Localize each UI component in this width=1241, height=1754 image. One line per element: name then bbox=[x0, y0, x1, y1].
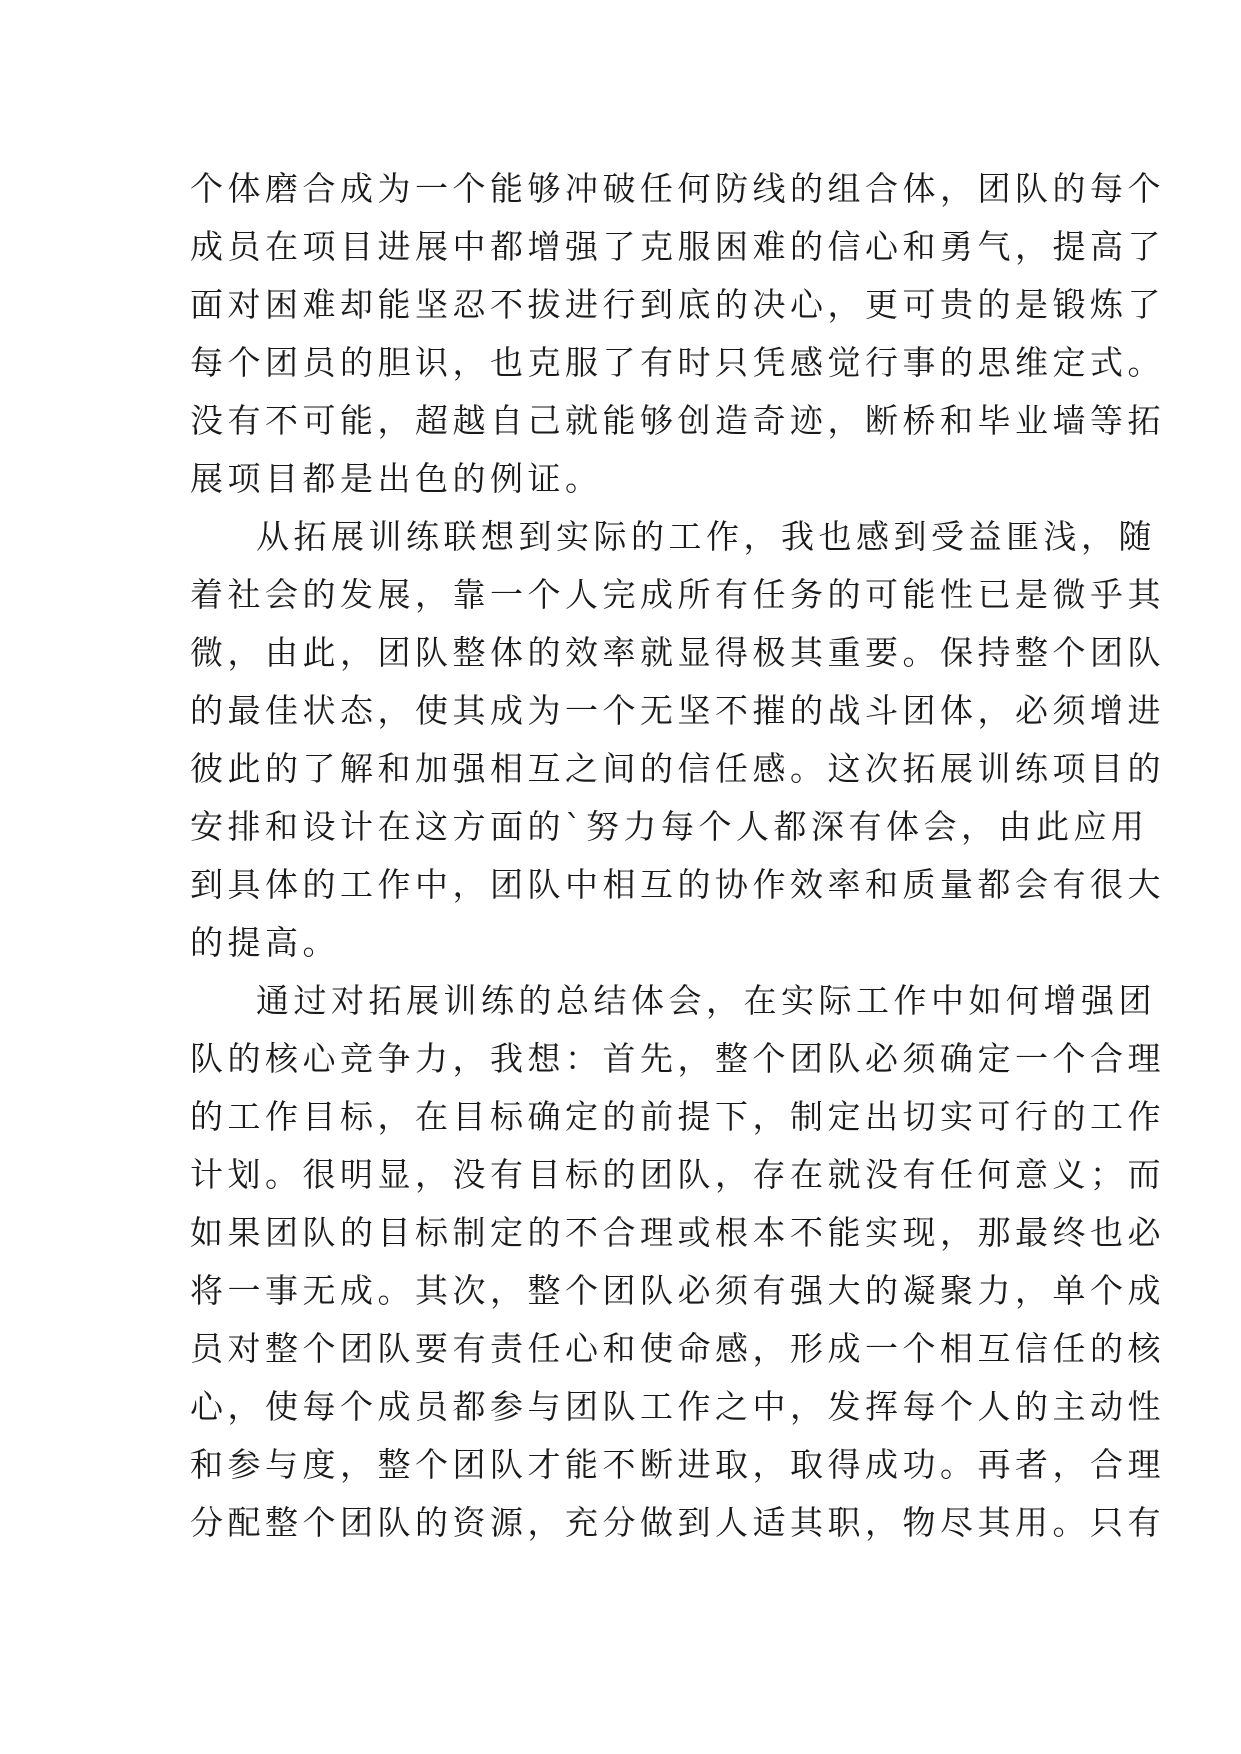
text-line: 安排和设计在这方面的`努力每个人都深有体会，由此应用 bbox=[190, 807, 1149, 846]
text-line: 到具体的工作中，团队中相互的协作效率和质量都会有很大 bbox=[190, 865, 1165, 904]
text-line: 微，由此，团队整体的效率就显得极其重要。保持整个团队 bbox=[190, 633, 1165, 672]
text-line: 员对整个团队要有责任心和使命感，形成一个相互信任的核 bbox=[190, 1329, 1165, 1368]
text-line: 每个团员的胆识，也克服了有时只凭感觉行事的思维定式。 bbox=[190, 343, 1165, 382]
text-line: 展项目都是出色的例证。 bbox=[190, 459, 603, 498]
text-line: 面对困难却能坚忍不拔进行到底的决心，更可贵的是锻炼了 bbox=[190, 285, 1165, 324]
text-line: 心，使每个成员都参与团队工作之中，发挥每个人的主动性 bbox=[190, 1387, 1165, 1426]
text-line: 没有不可能，超越自己就能够创造奇迹，断桥和毕业墙等拓 bbox=[190, 401, 1165, 440]
text-line: 和参与度，整个团队才能不断进取，取得成功。再者，合理 bbox=[190, 1445, 1165, 1484]
text-line: 个体磨合成为一个能够冲破任何防线的组合体，团队的每个 bbox=[190, 169, 1165, 208]
text-line: 如果团队的目标制定的不合理或根本不能实现，那最终也必 bbox=[190, 1213, 1165, 1252]
text-line: 成员在项目进展中都增强了克服困难的信心和勇气，提高了 bbox=[190, 227, 1165, 266]
text-line: 计划。很明显，没有目标的团队，存在就没有任何意义；而 bbox=[190, 1155, 1165, 1194]
text-line: 的最佳状态，使其成为一个无坚不摧的战斗团体，必须增进 bbox=[190, 691, 1165, 730]
text-line: 的工作目标，在目标确定的前提下，制定出切实可行的工作 bbox=[190, 1097, 1165, 1136]
body-text bbox=[190, 160, 1165, 1552]
paragraph-start-line: 从拓展训练联想到实际的工作，我也感到受益匪浅，随 bbox=[256, 517, 1156, 556]
text-line: 将一事无成。其次，整个团队必须有强大的凝聚力，单个成 bbox=[190, 1271, 1165, 1310]
text-line: 彼此的了解和加强相互之间的信任感。这次拓展训练项目的 bbox=[190, 749, 1165, 788]
text-line: 的提高。 bbox=[190, 923, 340, 962]
paragraph-start-line: 通过对拓展训练的总结体会，在实际工作中如何增强团 bbox=[256, 981, 1156, 1020]
text-line: 队的核心竞争力，我想：首先，整个团队必须确定一个合理 bbox=[190, 1039, 1165, 1078]
text-line: 着社会的发展，靠一个人完成所有任务的可能性已是微乎其 bbox=[190, 575, 1165, 614]
text-line: 分配整个团队的资源，充分做到人适其职，物尽其用。只有 bbox=[190, 1503, 1165, 1542]
